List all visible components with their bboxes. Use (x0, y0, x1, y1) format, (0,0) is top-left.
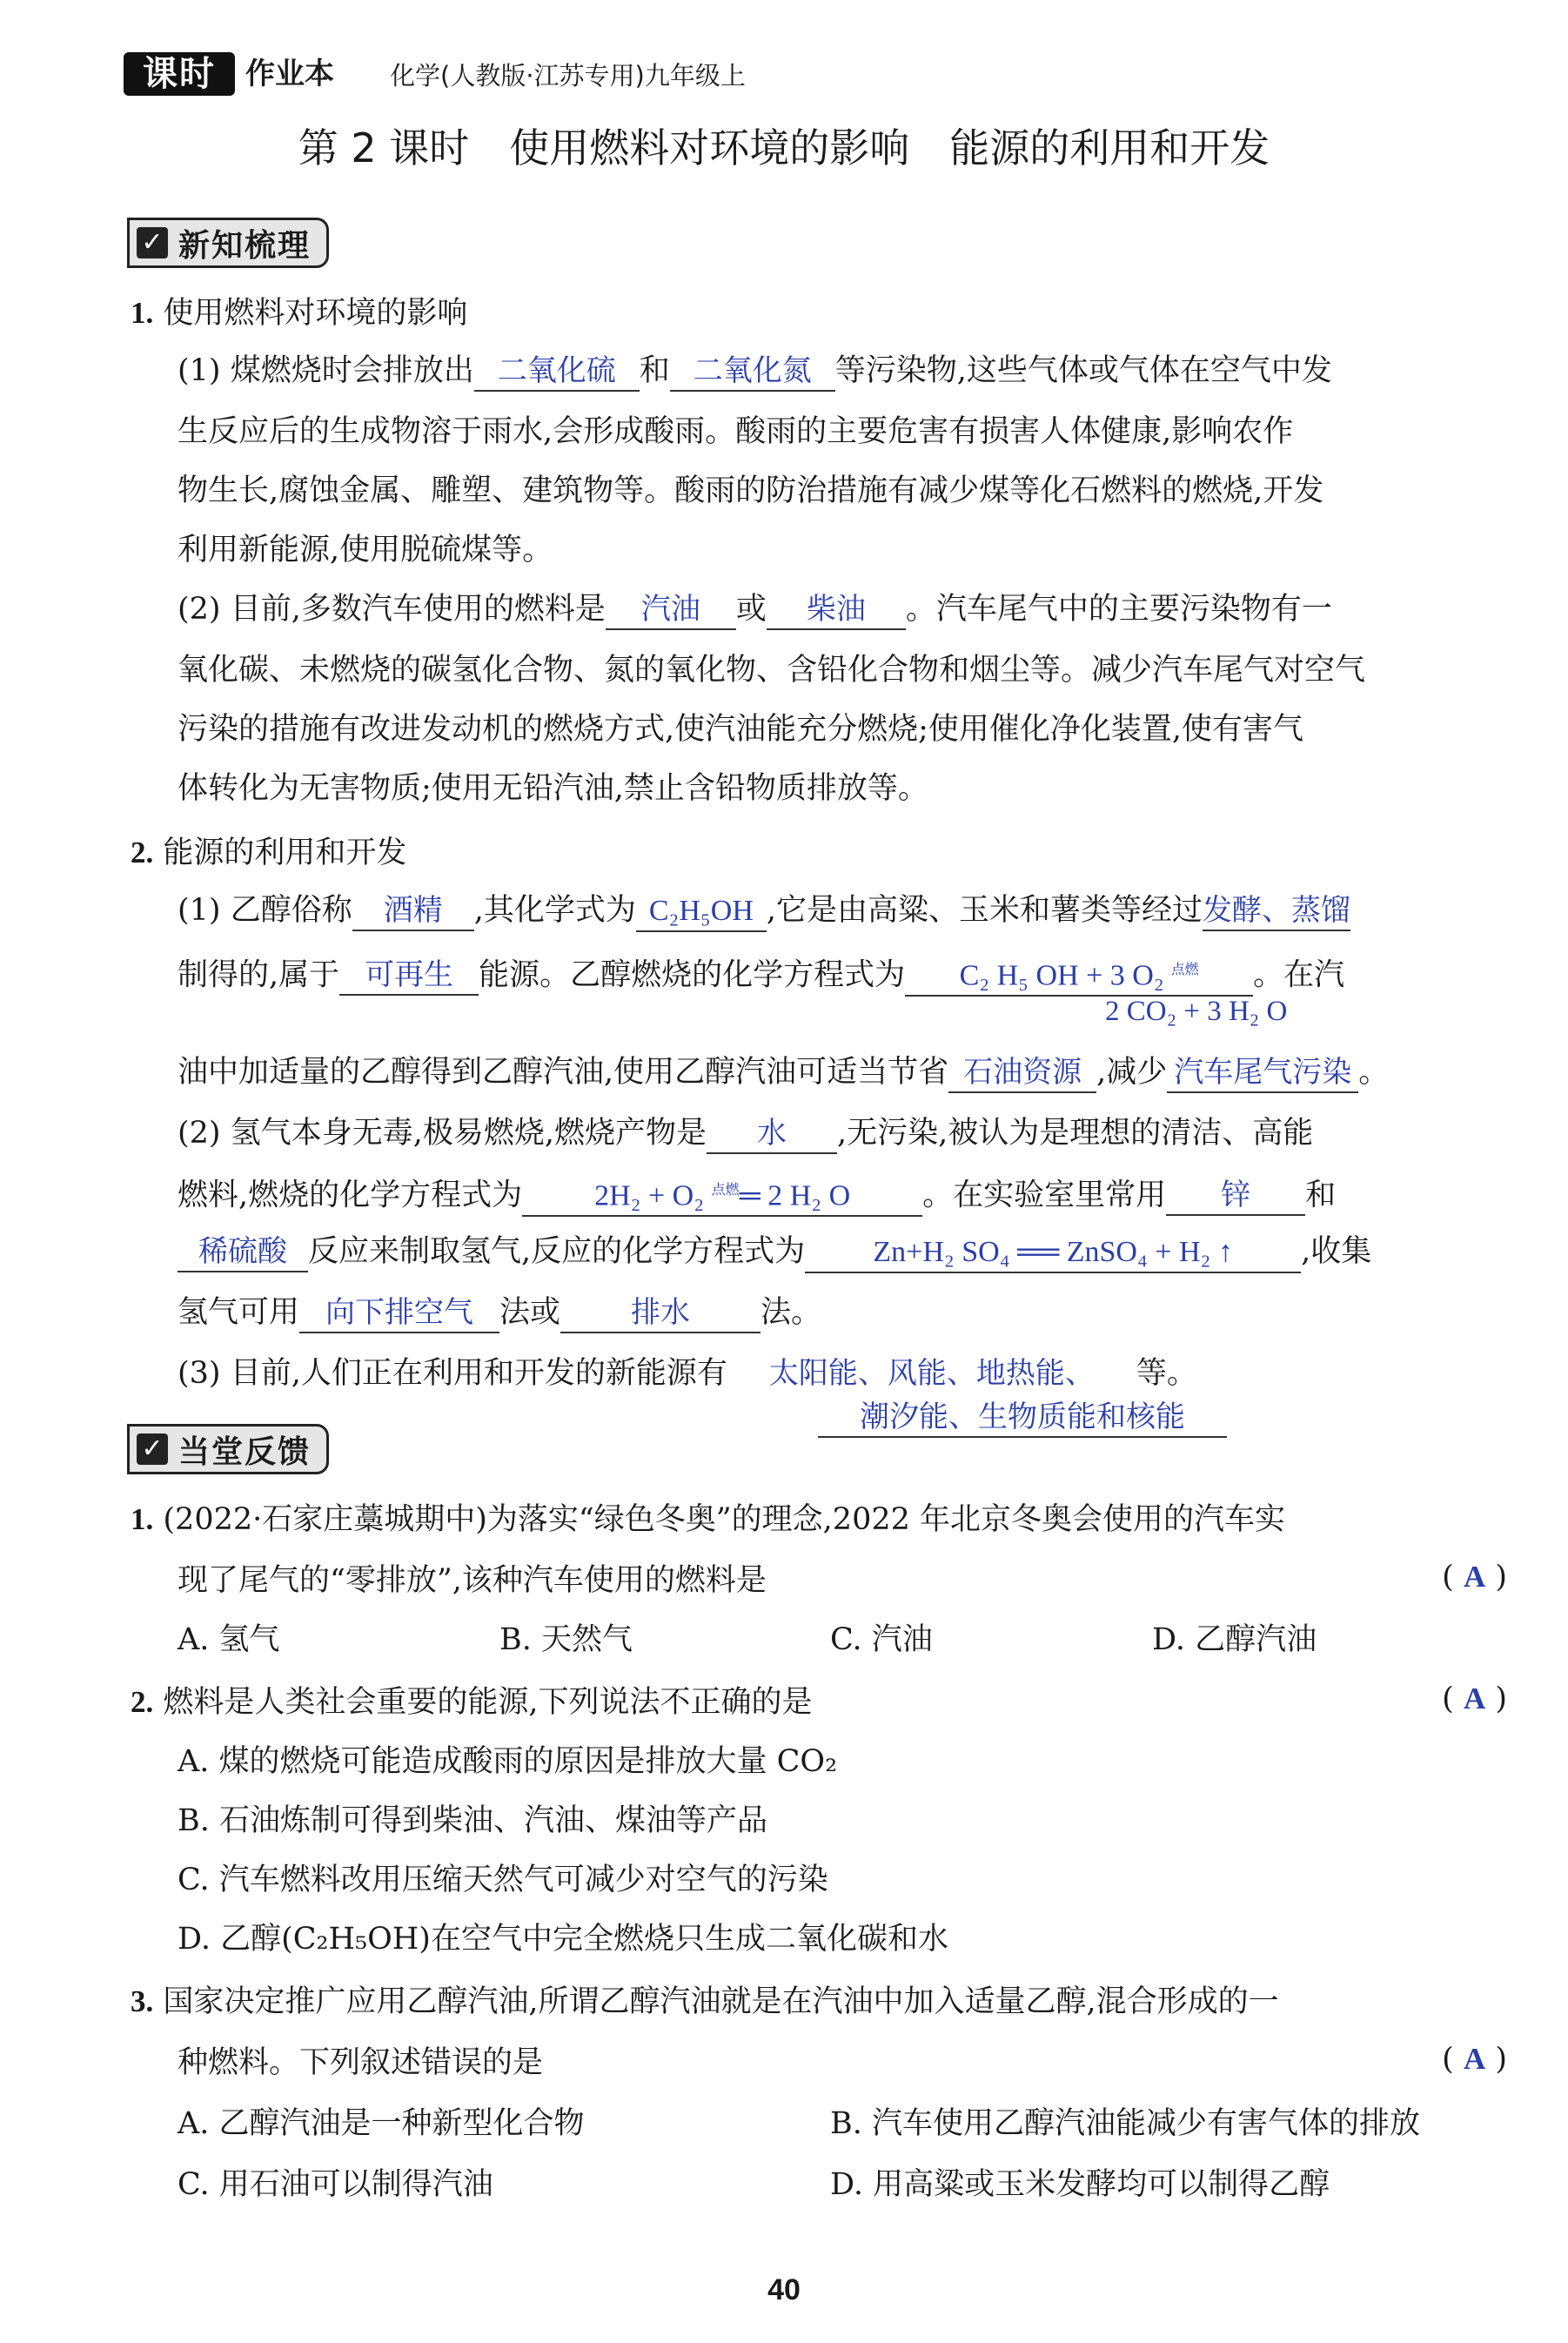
option-d: D. 乙醇(C₂H₅OH)在空气中完全燃烧只生成二氧化碳和水 (178, 1922, 948, 1957)
part1-p2-line2: 氧化碳、未燃烧的碳氢化合物、氮的氧化物、含铅化合物和烟尘等。减少汽车尾气对空气 (178, 653, 1366, 688)
book-name: 作业本 (245, 57, 334, 91)
answer-blank: 水 (707, 1114, 837, 1154)
option-d: D. 用高粱或玉米发酵均可以制得乙醇 (830, 2167, 1330, 2202)
part2-q1-line2: 制得的,属于 可再生 能源。乙醇燃烧的化学方程式为 C₂ H₅ OH + 3 O₂ $^{点燃}$ 。在汽 (178, 950, 1344, 997)
page-title: 第 2 课时 使用燃料对环境的影响 能源的利用和开发 (298, 124, 1270, 171)
option-d: D. 乙醇汽油 (1152, 1622, 1317, 1657)
equation-blank: 2H₂ + O₂ $^{点燃}$═ 2 H₂ O (522, 1172, 922, 1217)
answer-blank: 柴油 (767, 590, 906, 630)
option-a: A. 煤的燃烧可能造成酸雨的原因是排放大量 CO₂ (178, 1744, 838, 1779)
equation-blank: Zn+H₂ SO₄ ══ ZnSO₄ + H₂ ↑ (805, 1233, 1301, 1273)
answer-blank: 太阳能、风能、地热能、 (768, 1356, 1095, 1391)
answer-blank: 二氧化硫 (474, 352, 640, 392)
answer-blank: C₂H₅OH (636, 892, 767, 932)
part1-heading: 1. 使用燃料对环境的影响 (131, 296, 468, 331)
section-tag-new-knowledge (127, 218, 329, 268)
checkbox-icon: ✓ (137, 1433, 168, 1465)
section-label: 新知梳理 (178, 227, 312, 264)
answer-bracket: ( A ) (1442, 1560, 1507, 1594)
option-b: B. 天然气 (499, 1622, 633, 1657)
question-3-line1: 3. 国家决定推广应用乙醇汽油,所谓乙醇汽油就是在汽油中加入适量乙醇,混合形成的一 (131, 1984, 1279, 2019)
part2-q2-line3: 稀硫酸 反应来制取氢气,反应的化学方程式为 Zn+H₂ SO₄ ══ ZnSO₄ + H₂ ↑ ,收集 (178, 1231, 1371, 1273)
part1-p1-line4: 利用新能源,使用脱硫煤等。 (178, 533, 553, 567)
part1-p2-line4: 体转化为无害物质;使用无铅汽油,禁止含铅物质排放等。 (178, 771, 928, 806)
answer-blank: 发酵、蒸馏 (1203, 891, 1350, 931)
answer-blank: 酒精 (352, 891, 474, 931)
equation-blank: C₂ H₅ OH + 3 O₂ $^{点燃}$ (905, 950, 1253, 997)
option-b: B. 汽车使用乙醇汽油能减少有害气体的排放 (830, 2106, 1420, 2141)
part2-q3-line2 (818, 1396, 1227, 1438)
part1-p1-line1: (1) 煤燃烧时会排放出 二氧化硫 和 二氧化氮 等污染物,这些气体或气体在空气中发 (178, 350, 1332, 392)
part1-p2-line1: (2) 目前,多数汽车使用的燃料是 汽油 或 柴油 。汽车尾气中的主要污染物有一 (178, 588, 1332, 630)
option-a: A. 乙醇汽油是一种新型化合物 (178, 2106, 585, 2141)
section-label: 当堂反馈 (178, 1433, 312, 1470)
part2-q2-line1: (2) 氢气本身无毒,极易燃烧,燃烧产物是 水 ,无污染,被认为是理想的清洁、高能 (178, 1112, 1313, 1154)
answer-blank: 汽油 (606, 590, 736, 630)
part2-q3-line1: (3) 目前,人们正在利用和开发的新能源有 太阳能、风能、地热能、 等。 (178, 1356, 1197, 1391)
part2-q2-line2: 燃料,燃烧的化学方程式为 2H₂ + O₂ $^{点燃}$═ 2 H₂ O 。在实验室里常用 锌 和 (178, 1172, 1336, 1217)
option-b: B. 石油炼制可得到柴油、汽油、煤油等产品 (178, 1803, 767, 1838)
answer-blank: 汽车尾气污染 (1167, 1053, 1358, 1093)
option-c: C. 汽车燃料改用压缩天然气可减少对空气的污染 (178, 1863, 828, 1897)
equation-product: 2 CO₂ + 3 H₂ O (1105, 996, 1288, 1027)
part2-heading: 2. 能源的利用和开发 (131, 836, 407, 870)
part2-q1-line1: (1) 乙醇俗称 酒精 ,其化学式为 C₂H₅OH ,它是由高粱、玉米和薯类等经过发酵、蒸馏 (178, 890, 1350, 932)
answer-blank: 潮汐能、生物质能和核能 (818, 1398, 1227, 1438)
answer-blank: 稀硫酸 (178, 1232, 308, 1272)
part1-p1-line2: 生反应后的生成物溶于雨水,会形成酸雨。酸雨的主要危害有损害人体健康,影响农作 (178, 414, 1294, 449)
part1-p1-line3: 物生长,腐蚀金属、雕塑、建筑物等。酸雨的防治措施有减少煤等化石燃料的燃烧,开发 (178, 473, 1324, 508)
section-tag-feedback (127, 1424, 329, 1474)
answer-blank: 可再生 (339, 956, 479, 996)
part2-q1-line3: 油中加适量的乙醇得到乙醇汽油,使用乙醇汽油可适当节省 石油资源 ,减少 汽车尾气污染 。 (178, 1051, 1389, 1093)
option-c: C. 用石油可以制得汽油 (178, 2167, 493, 2202)
answer-blank: 向下排空气 (299, 1293, 499, 1333)
answer-blank: 石油资源 (948, 1053, 1096, 1093)
part2-q2-line4: 氢气可用 向下排空气 法或 排水 法。 (178, 1292, 821, 1333)
question-1-line2: 现了尾气的“零排放”,该种汽车使用的燃料是 (178, 1563, 767, 1598)
answer-bracket: ( A ) (1442, 1682, 1507, 1716)
answer-blank: 锌 (1166, 1176, 1305, 1216)
brand-logo: 课时 (124, 52, 235, 96)
answer-blank: 排水 (560, 1293, 761, 1333)
option-a: A. 氢气 (178, 1622, 280, 1657)
page-number: 40 (767, 2273, 801, 2306)
question-3-line2: 种燃料。下列叙述错误的是 (178, 2045, 544, 2080)
question-2-line1: 2. 燃料是人类社会重要的能源,下列说法不正确的是 (131, 1685, 813, 1720)
option-c: C. 汽油 (830, 1622, 933, 1657)
answer-blank: 二氧化氮 (670, 352, 835, 392)
part1-p2-line3: 污染的措施有改进发动机的燃烧方式,使汽油能充分燃烧;使用催化净化装置,使有害气 (178, 712, 1304, 747)
question-1-line1: 1. (2022·石家庄藁城期中)为落实“绿色冬奥”的理念,2022 年北京冬奥会使用的汽车实 (131, 1502, 1286, 1537)
checkbox-icon: ✓ (137, 227, 168, 258)
answer-bracket: ( A ) (1442, 2042, 1507, 2077)
subject-label: 化学(人教版·江苏专用)九年级上 (390, 61, 746, 91)
